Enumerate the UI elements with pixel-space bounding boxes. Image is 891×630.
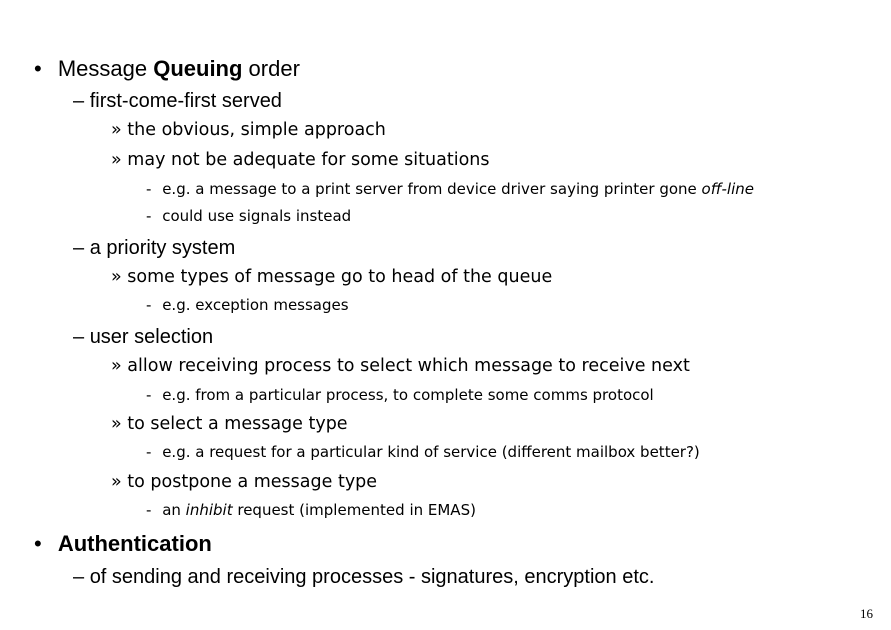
minus-bullet: - xyxy=(146,207,152,225)
dash-bullet: – xyxy=(73,566,85,588)
item-obvious: » the obvious, simple approach xyxy=(111,120,386,140)
heading-queuing: • Message Queuing order xyxy=(34,56,300,81)
item-fcfs: – first-come-first served xyxy=(73,90,282,112)
item-exception: - e.g. exception messages xyxy=(146,296,349,314)
chevron-bullet: » xyxy=(111,472,122,492)
dash-bullet: – xyxy=(73,326,85,348)
heading-authentication: • Authentication xyxy=(34,531,212,556)
minus-bullet: - xyxy=(146,386,152,404)
chevron-bullet: » xyxy=(111,120,122,140)
heading-queuing-bold: Queuing xyxy=(153,56,243,81)
bullet-icon: • xyxy=(34,531,42,556)
item-particular-process: - e.g. from a particular process, to complete some comms protocol xyxy=(146,386,654,404)
chevron-bullet: » xyxy=(111,414,122,434)
chevron-bullet: » xyxy=(111,356,122,376)
item-message-type: » to select a message type xyxy=(111,414,348,434)
item-print-server-example: - e.g. a message to a print server from device driver saying printer gone off-line xyxy=(146,180,755,198)
page-number: 16 xyxy=(860,606,873,621)
item-signals: - could use signals instead xyxy=(146,207,352,225)
item-inhibit: - an inhibit request (implemented in EMAS) xyxy=(146,501,476,519)
minus-bullet: - xyxy=(146,296,152,314)
minus-bullet: - xyxy=(146,180,152,198)
chevron-bullet: » xyxy=(111,150,122,170)
minus-bullet: - xyxy=(146,501,152,519)
minus-bullet: - xyxy=(146,443,152,461)
item-allow-receiving: » allow receiving process to select which message to receive next xyxy=(111,356,690,376)
item-not-adequate: » may not be adequate for some situations xyxy=(111,150,490,170)
dash-bullet: – xyxy=(73,237,85,259)
bullet-icon: • xyxy=(34,56,42,81)
item-user-selection: – user selection xyxy=(73,326,214,348)
item-priority: – a priority system xyxy=(73,237,236,259)
item-head-of-queue: » some types of message go to head of the queue xyxy=(111,267,553,287)
item-postpone: » to postpone a message type xyxy=(111,472,378,492)
item-request-service: - e.g. a request for a particular kind of service (different mailbox better?) xyxy=(146,443,700,461)
chevron-bullet: » xyxy=(111,267,122,287)
dash-bullet: – xyxy=(73,90,85,112)
item-sending-receiving: – of sending and receiving processes - signatures, encryption etc. xyxy=(73,566,655,588)
